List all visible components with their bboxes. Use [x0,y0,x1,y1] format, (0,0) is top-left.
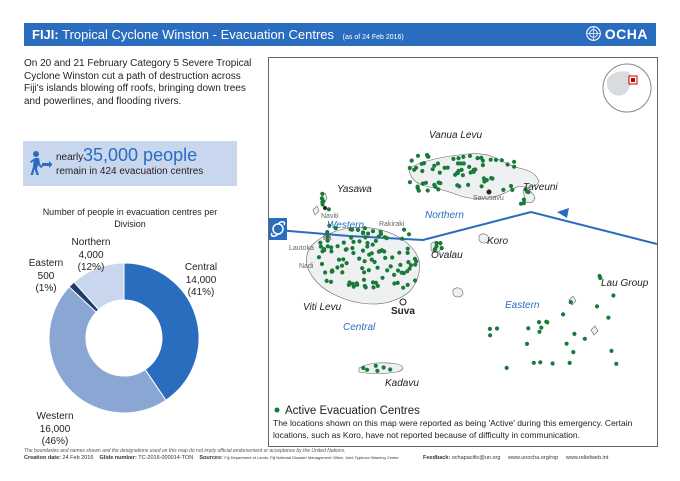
creation-label: Creation date: [24,455,61,461]
un-emblem-icon [585,25,602,42]
evacuation-centre-dot [366,232,370,236]
evacuation-centre-dot [505,366,509,370]
evacuation-centre-dot [410,159,414,163]
label-western-value: 16,000 [39,423,71,435]
title-date: (as of 24 Feb 2016) [342,34,404,41]
evacuation-centre-dot [351,251,355,255]
evacuation-centre-dot [329,245,333,249]
evacuation-centre-dot [417,189,421,193]
label-ovalau: Ovalau [431,250,463,261]
evacuation-centre-dot [522,198,526,202]
evacuation-centre-dot [375,369,379,373]
evacuation-centre-dot [480,184,484,188]
evacuation-centre-dot [614,362,618,366]
evacuation-centre-dot [595,304,599,308]
evacuation-centre-dot [389,264,393,268]
chart-title: Number of people in evacuation centres per Division [42,207,218,229]
evacuation-centre-dot [406,283,410,287]
glide-label: Glide number: [99,455,137,461]
evacuation-centre-dot [609,349,613,353]
evacuation-centre-dot [461,155,465,159]
evacuation-centre-dot [406,251,410,255]
label-central-value: 14,000 [185,274,217,286]
footer-disclaimer: The boundaries and names shown and the designations used on this map do not imply official endorsement or acceptance by the United Nations. [24,448,346,454]
evacuation-centre-dot [438,171,442,175]
label-eastern-name: Eastern [28,258,64,269]
label-suva: Suva [391,306,415,317]
evacuation-centre-dot [323,270,327,274]
ocha-logo-text: OCHA [604,25,648,42]
evacuation-centre-dot [512,165,516,169]
label-savusavu: Savusavu [473,195,504,202]
title-country: FIJI: [32,27,59,42]
evacuation-centre-dot [361,231,365,235]
evacuation-person-icon [27,150,53,176]
evacuation-centre-dot [436,161,440,165]
evacuation-centre-dot [361,249,365,253]
evacuation-centre-dot [390,255,394,259]
evacuation-centre-dot [506,162,510,166]
evacuation-centre-dot [398,263,402,267]
label-western-pct: (46%) [41,436,69,447]
evacuation-centre-dot [329,280,333,284]
evacuation-centre-dot [476,156,480,160]
evacuation-centre-dot [425,153,429,157]
evacuation-centre-dot [461,173,465,177]
evacuation-centre-dot [342,241,346,245]
evacuation-centre-dot [572,332,576,336]
evacuation-centre-dot [392,273,396,277]
evacuation-centre-dot [438,241,442,245]
label-koro: Koro [487,236,509,247]
evacuation-centre-dot [407,232,411,236]
evacuation-centre-dot [583,337,587,341]
town-marker-naviti [323,206,327,210]
evacuation-centre-dot [413,263,417,267]
evacuation-centre-dot [320,262,324,266]
label-central-name: Central [184,262,218,273]
label-western-division: Western [327,220,365,231]
evacuation-centre-dot [340,264,344,268]
evacuation-centre-dot [365,244,369,248]
evacuation-centre-dot [380,276,384,280]
cyclone-symbol-icon [269,218,287,240]
evacuation-centre-dot [526,326,530,330]
evacuation-centre-dot [468,154,472,158]
evacuation-centre-dot [408,180,412,184]
evacuation-centre-dot [380,248,384,252]
evacuation-centre-dot [426,188,430,192]
evacuation-centre-dot [361,366,365,370]
evacuation-centre-dot [325,279,329,283]
evacuation-centre-dot [539,326,543,330]
evacuation-centre-dot [402,271,406,275]
evacuation-centre-dot [352,285,356,289]
evacuation-centre-dot [525,342,529,346]
evacuation-centre-dot [360,266,364,270]
evacuation-centre-dot [385,236,389,240]
evacuation-centre-dot [345,261,349,265]
evacuation-centre-dot [367,253,371,257]
label-western-name: Western [36,411,74,422]
label-yasawa: Yasawa [337,184,372,195]
evacuation-centre-dot [432,183,436,187]
evacuation-centre-dot [400,237,404,241]
label-kadavu: Kadavu [385,378,419,389]
label-naviti: Naviti [321,213,339,220]
fiji-map [269,58,657,446]
callout-number: 35,000 people [83,145,198,165]
map-frame [268,57,658,447]
evacuation-centre-dot [435,241,439,245]
town-marker-savusavu [487,190,492,195]
evacuation-centre-dot [501,188,505,192]
label-eastern-pct: (1%) [35,283,57,294]
callout-pre-text: nearly [56,152,84,163]
evacuation-centre-dot [329,249,333,253]
evacuation-centre-dot [472,170,476,174]
evacuation-centre-dot [460,168,464,172]
evacuation-centre-dot [330,268,334,272]
evacuation-centre-dot [351,240,355,244]
label-lau-group: Lau Group [601,278,649,289]
feedback-label: Feedback: [423,455,451,461]
evacuation-centre-dot [422,161,426,165]
evacuation-centre-dot [363,235,367,239]
evacuation-centre-dot [365,368,369,372]
evacuation-centre-dot [488,333,492,337]
evacuation-centre-dot [383,256,387,260]
label-eastern [24,258,68,296]
evacuation-centre-dot [414,166,418,170]
evacuation-centre-dot [371,229,375,233]
evacuation-centre-dot [443,166,447,170]
evacuation-centre-dot [377,235,381,239]
evacuation-centre-dot [371,243,375,247]
locator-inset [603,64,651,112]
sources-label: Sources: [199,455,223,461]
ocha-logo [585,25,648,42]
evacuation-centre-dot [565,342,569,346]
island-gau [453,288,463,297]
label-lautoka: Lautoka [289,245,314,252]
evacuation-centre-dot [402,228,406,232]
evacuation-centre-dot [357,239,361,243]
legend-dot-icon [275,408,280,413]
evacuation-centre-dot [457,184,461,188]
evacuation-centre-dot [317,255,321,259]
glide-number: TC-2016-000014-TON [138,455,194,461]
evacuation-centre-dot [611,293,615,297]
footer-meta [24,455,399,461]
evacuation-centre-dot [466,183,470,187]
evacuation-centre-dot [569,300,573,304]
evacuation-centre-dot [336,244,340,248]
evacuation-centre-dot [459,161,463,165]
evacuation-centre-dot [408,166,412,170]
evacuation-centre-dot [392,281,396,285]
label-nadi: Nadi [299,263,314,270]
label-northern [66,237,116,275]
evacuation-centre-dot [374,281,378,285]
evacuation-centre-dot [376,266,380,270]
label-northern-name: Northern [71,237,111,248]
evacuation-centre-dot [494,158,498,162]
footer-feedback [423,455,608,461]
label-northern-division: Northern [425,210,464,221]
evacuation-centre-dot [374,364,378,368]
site-link-reliefweb[interactable]: www.reliefweb.int [565,455,609,461]
evacuation-centre-dot [397,251,401,255]
evacuation-centre-dot [451,157,455,161]
evacuation-centre-dot [467,165,471,169]
intro-text: On 20 and 21 February Category 5 Severe Tropical Cyclone Winston cut a path of destruction across Fiji's islands blowing off roofs, bringing down trees and powerlines, and flooding rivers. [24,58,252,107]
evacuation-centre-dot [341,257,345,261]
evacuation-centre-dot [382,365,386,369]
title-text: Tropical Cyclone Winston - Evacuation Centres [62,27,335,42]
evacuation-centre-dot [364,285,368,289]
evacuation-centre-dot [371,285,375,289]
label-vanua-levu: Vanua Levu [429,130,483,141]
label-central-pct: (41%) [187,287,215,298]
evacuation-centre-dot [481,159,485,163]
label-central-division: Central [343,322,376,333]
label-viti-levu: Viti Levu [303,302,342,313]
evacuation-centre-dot [432,164,436,168]
evacuation-centre-dot [319,245,323,249]
sources-text: Fiji Department of Lands, Fiji National Disaster Management Office, Joint Typhoon Warning Center [224,455,399,460]
legend-label: Active Evacuation Centres [285,405,420,417]
label-northern-value: 4,000 [78,249,104,261]
evacuation-centre-dot [606,316,610,320]
label-eastern-division: Eastern [505,300,540,311]
evacuation-centre-dot [532,361,536,365]
evacuation-centre-dot [345,247,349,251]
evacuation-centre-dot [551,361,555,365]
evacuation-centre-dot [437,181,441,185]
evacuation-centre-dot [396,268,400,272]
evacuation-centre-dot [362,270,366,274]
evacuation-centre-dot [385,268,389,272]
evacuation-centre-dot [349,236,353,240]
site-link-unocha[interactable]: www.unocha.org/rop [508,455,559,461]
evacuation-centre-dot [500,158,504,162]
evacuation-centre-dot [347,283,351,287]
evacuation-centre-dot [436,187,440,191]
creation-date: 24 Feb 2016 [62,455,94,461]
evacuation-centre-dot [413,278,417,282]
evacuation-centre-dot [420,169,424,173]
evacuation-centre-dot [374,239,378,243]
page-title [24,27,404,42]
evacuation-centre-dot [355,281,359,285]
evacuation-centre-dot [522,201,526,205]
evacuation-centre-dot [321,202,325,206]
label-central [176,262,226,300]
map-note: The locations shown on this map were reported as being 'Active' during this emergency. Certain locations, such as Koro, have not reported because of difficulty in communication. [273,418,633,440]
label-eastern-value: 500 [37,270,55,282]
callout-sub-text: remain in 424 evacuation centres [56,166,204,177]
evacuation-centre-dot [481,163,485,167]
evacuation-centre-dot [413,257,417,261]
evacuation-centre-dot [320,192,324,196]
evacuation-centre-dot [401,286,405,290]
evacuation-centre-dot [370,258,374,262]
label-rakiraki: Rakiraki [379,221,405,228]
capital-marker-suva [400,299,406,305]
callout-box [23,141,237,186]
evacuation-centre-dot [416,154,420,158]
evacuation-centre-dot [509,184,513,188]
evacuation-centre-dot [538,360,542,364]
evacuation-centre-dot [340,270,344,274]
evacuation-centre-dot [495,326,499,330]
evacuation-centre-dot [421,182,425,186]
evacuation-centre-dot [488,327,492,331]
evacuation-centre-dot [409,263,413,267]
evacuation-centre-dot [350,246,354,250]
evacuation-centre-dot [510,188,514,192]
evacuation-centre-dot [335,265,339,269]
evacuation-centre-dot [537,330,541,334]
evacuation-centre-dot [327,207,331,211]
label-taveuni: Taveuni [523,182,558,193]
evacuation-centre-dot [379,230,383,234]
evacuation-centre-dot [337,258,341,262]
evacuation-centre-dot [571,350,575,354]
evacuation-centre-dot [357,257,361,261]
label-northern-pct: (12%) [77,262,105,273]
evacuation-centre-dot [318,241,322,245]
evacuation-centre-dot [568,361,572,365]
evacuation-centre-dot [544,320,548,324]
evacuation-centre-dot [456,156,460,160]
header-bar [24,23,656,46]
label-ba: Ba [323,235,332,242]
evacuation-centre-dot [561,312,565,316]
evacuation-centre-dot [489,176,493,180]
evacuation-centre-dot [537,320,541,324]
evacuation-centre-dot [362,278,366,282]
evacuation-centre-dot [367,268,371,272]
evacuation-centre-dot [406,247,410,251]
feedback-email[interactable]: ochapacific@un.org [451,455,501,461]
evacuation-centre-dot [512,160,516,164]
evacuation-centre-dot [363,259,367,263]
evacuation-centre-dot [489,158,493,162]
evacuation-centre-dot [485,178,489,182]
label-western [30,411,80,449]
evacuation-centre-dot [388,367,392,371]
